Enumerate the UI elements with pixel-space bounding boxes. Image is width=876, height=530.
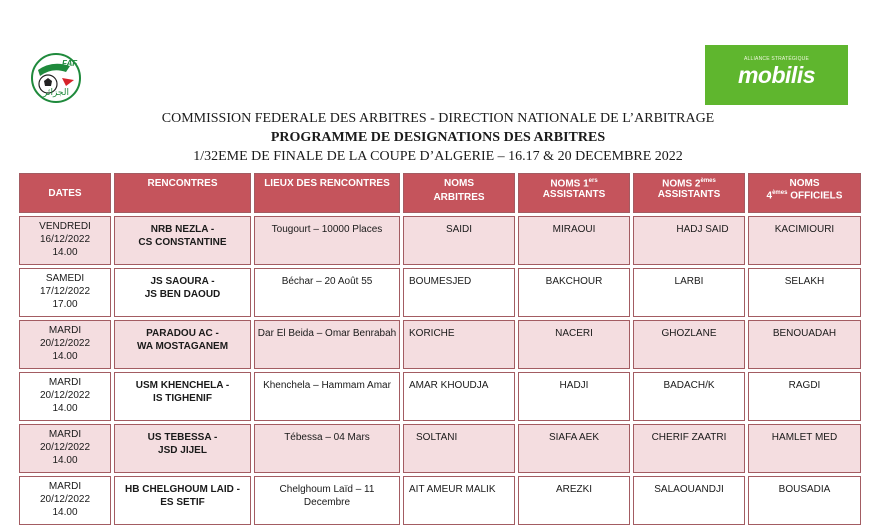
cell-referee: AMAR KHOUDJA <box>403 372 515 421</box>
cell-referee: SOLTANI <box>403 424 515 473</box>
header-line-commission: COMMISSION FEDERALE DES ARBITRES - DIRECTION NATIONALE DE L’ARBITRAGE <box>161 111 715 126</box>
cell-date: MARDI 20/12/2022 14.00 <box>19 320 111 369</box>
cell-fourth-official: HAMLET MED <box>748 424 861 473</box>
cell-referee: KORICHE <box>403 320 515 369</box>
cell-assistant-2: HADJ SAID <box>633 216 745 265</box>
cell-date: MARDI 20/12/2022 14.00 <box>19 476 111 525</box>
cell-match: US TEBESSA - JSD JIJEL <box>114 424 251 473</box>
table-row <box>19 320 861 369</box>
table-row <box>19 476 861 525</box>
cell-venue: Khenchela – Hammam Amar <box>254 372 400 421</box>
col-dates: DATES <box>19 173 111 213</box>
table-header-row <box>19 173 861 213</box>
cell-referee: AIT AMEUR MALIK <box>403 476 515 525</box>
cell-venue: Tébessa – 04 Mars <box>254 424 400 473</box>
col-rencontres: RENCONTRES <box>114 173 251 213</box>
table-row <box>19 372 861 421</box>
cell-match: PARADOU AC - WA MOSTAGANEM <box>114 320 251 369</box>
faf-logo <box>22 50 90 112</box>
cell-venue: Tougourt – 10000 Places <box>254 216 400 265</box>
col-assistants-2: NOMS 2èmes ASSISTANTS <box>633 173 745 213</box>
cell-referee: SAIDI <box>403 216 515 265</box>
cell-assistant-1: HADJI <box>518 372 630 421</box>
col-assistants-1: NOMS 1ers ASSISTANTS <box>518 173 630 213</box>
table-row <box>19 424 861 473</box>
header-line-programme: PROGRAMME DE DESIGNATIONS DES ARBITRES <box>270 130 606 145</box>
cell-assistant-1: MIRAOUI <box>518 216 630 265</box>
faf-emblem-icon <box>22 50 90 112</box>
designations-table <box>16 170 864 528</box>
cell-fourth-official: BOUSADIA <box>748 476 861 525</box>
cell-date: MARDI 20/12/2022 14.00 <box>19 424 111 473</box>
cell-match: USM KHENCHELA - IS TIGHENIF <box>114 372 251 421</box>
cell-assistant-1: AREZKI <box>518 476 630 525</box>
table-row <box>19 268 861 317</box>
cell-venue: Béchar – 20 Août 55 <box>254 268 400 317</box>
cell-match: NRB NEZLA - CS CONSTANTINE <box>114 216 251 265</box>
cell-match: JS SAOURA - JS BEN DAOUD <box>114 268 251 317</box>
cell-fourth-official: BENOUADAH <box>748 320 861 369</box>
mobilis-tagline: ALLIANCE STRATÉGIQUE <box>743 56 810 62</box>
col-arbitres: NOMS ARBITRES <box>403 173 515 213</box>
cell-assistant-2: BADACH/K <box>633 372 745 421</box>
cell-venue: Chelghoum Laïd – 11 Decembre <box>254 476 400 525</box>
cell-assistant-2: SALAOUANDJI <box>633 476 745 525</box>
col-lieux: LIEUX DES RENCONTRES <box>254 173 400 213</box>
cell-assistant-2: LARBI <box>633 268 745 317</box>
cell-fourth-official: RAGDI <box>748 372 861 421</box>
mobilis-name: mobilis <box>737 62 815 88</box>
faf-arabic-text: الجزائر <box>43 88 69 98</box>
faf-mark-text: FAF <box>62 59 78 68</box>
cell-assistant-1: NACERI <box>518 320 630 369</box>
cell-assistant-2: GHOZLANE <box>633 320 745 369</box>
cell-referee: BOUMESJED <box>403 268 515 317</box>
cell-date: MARDI 20/12/2022 14.00 <box>19 372 111 421</box>
table-row <box>19 216 861 265</box>
cell-assistant-2: CHERIF ZAATRI <box>633 424 745 473</box>
col-officiels-4: NOMS 4èmes OFFICIELS <box>748 173 861 213</box>
cell-match: HB CHELGHOUM LAID - ES SETIF <box>114 476 251 525</box>
mobilis-logo <box>705 45 848 105</box>
header-line-competition: 1/32EME DE FINALE DE LA COUPE D’ALGERIE – 16.17 & 20 DECEMBRE 2022 <box>193 149 683 164</box>
cell-fourth-official: KACIMIOURI <box>748 216 861 265</box>
cell-date: SAMEDI 17/12/2022 17.00 <box>19 268 111 317</box>
cell-assistant-1: BAKCHOUR <box>518 268 630 317</box>
cell-date: VENDREDI 16/12/2022 14.00 <box>19 216 111 265</box>
cell-assistant-1: SIAFA AEK <box>518 424 630 473</box>
cell-venue: Dar El Beida – Omar Benrabah <box>254 320 400 369</box>
cell-fourth-official: SELAKH <box>748 268 861 317</box>
